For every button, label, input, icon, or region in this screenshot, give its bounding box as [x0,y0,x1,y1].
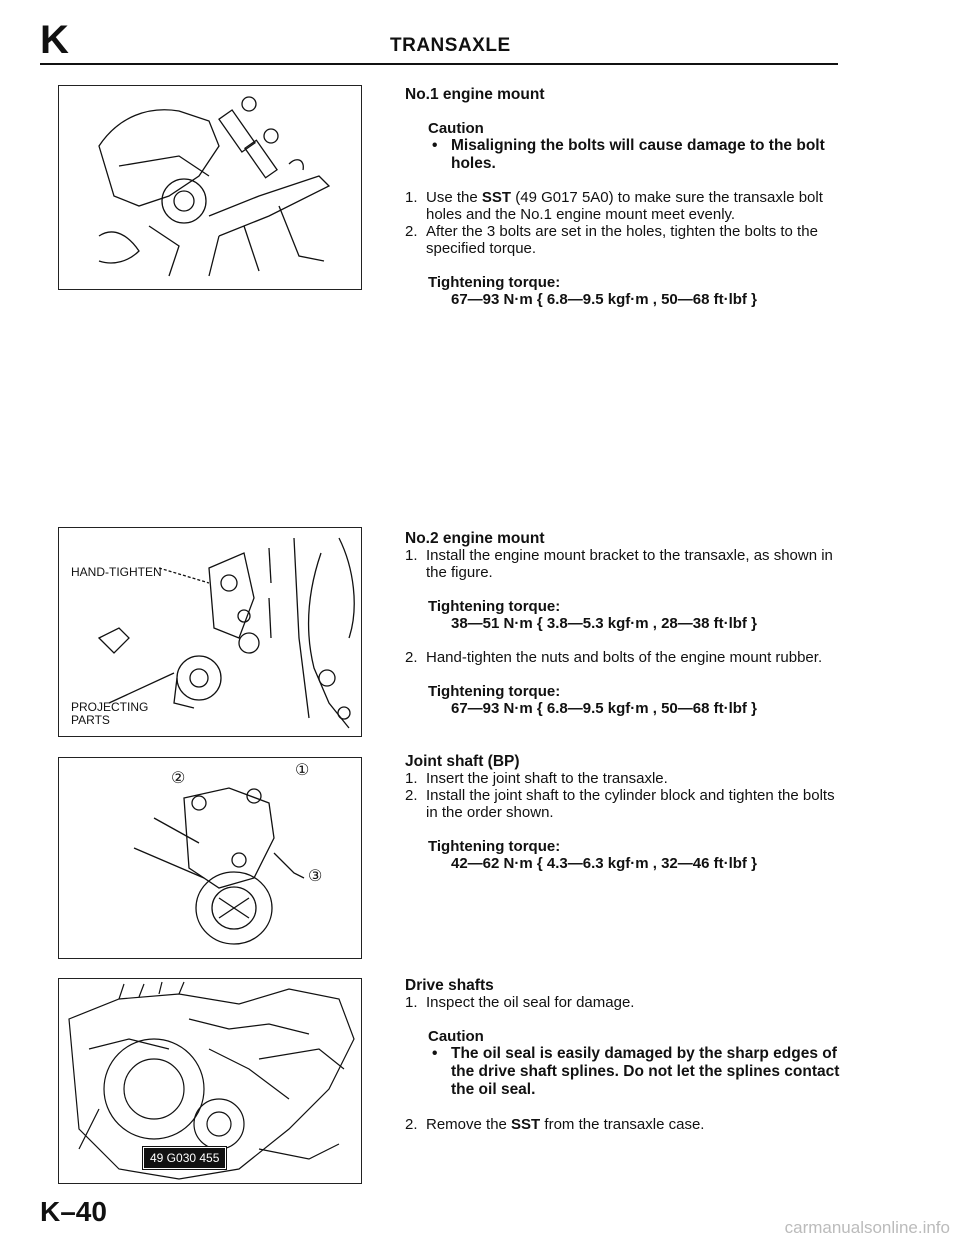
figure-drive-shafts [58,978,362,1184]
step-1: 1. Install the engine mount bracket to the transaxle, as shown in the figure. [405,547,833,581]
figure-no1-engine-mount [58,85,362,290]
figure-no2-engine-mount [58,527,362,737]
step-2: 2. Remove the SST from the transaxle case. [405,1116,705,1133]
section-heading: No.2 engine mount [405,530,545,547]
caution-bullet: • Misaligning the bolts will cause damage to the bolt holes. [432,137,825,172]
section-joint-shaft [405,753,841,872]
caution-title: Caution [428,120,484,137]
section-heading: Drive shafts [405,977,494,994]
step-2: 2. Hand-tighten the nuts and bolts of the engine mount rubber. [405,649,823,666]
step-1: 1. Inspect the oil seal for damage. [405,994,635,1011]
step-2: 2. Install the joint shaft to the cylinder block and tighten the bolts in the order shown. [405,787,835,821]
page-number: K–40 [40,1196,107,1227]
watermark: carmanualsonline.info [784,1218,950,1237]
joint-shaft-illustration [59,758,361,958]
step-1: 1. Use the SST (49 G017 5A0) to make sure the transaxle bolt holes and the No.1 engine mount meet evenly. [405,189,823,223]
torque-spec: Tightening torque: 42—62 N·m { 4.3—6.3 kgf·m , 32—46 ft·lbf } [428,838,757,872]
torque-spec-1: Tightening torque: 38—51 N·m { 3.8—5.3 kgf·m , 28—38 ft·lbf } [428,598,757,632]
section-drive-shafts [405,977,841,1133]
sst-part-number-tag: 49 G030 455 [143,1147,226,1169]
section-heading: Joint shaft (BP) [405,753,520,770]
step-2: 2. After the 3 bolts are set in the holes, tighten the bolts to the specified torque. [405,223,818,257]
projecting-parts-label-line1: PROJECTING [71,700,149,714]
caution-title: Caution [428,1028,484,1045]
torque-spec-2: Tightening torque: 67—93 N·m { 6.8—9.5 kgf·m , 50—68 ft·lbf } [428,683,757,717]
caution-bullet: • The oil seal is easily damaged by the sharp edges of the drive shaft splines. Do not let the splines contact the oil seal. [432,1045,840,1098]
callout-3: ③ [308,868,323,885]
projecting-parts-label-line2: PARTS [71,713,110,727]
hand-tighten-label: HAND-TIGHTEN [71,565,162,579]
step-1: 1. Insert the joint shaft to the transaxle. [405,770,668,787]
callout-1: ① [295,762,310,779]
callout-2: ② [171,770,186,787]
section-no1-engine-mount [405,86,841,308]
torque-spec: Tightening torque: 67—93 N·m { 6.8—9.5 kgf·m , 50—68 ft·lbf } [428,274,757,308]
section-heading: No.1 engine mount [405,86,545,103]
section-no2-engine-mount [405,530,841,717]
engine-mount-illustration-1 [59,86,361,289]
page-title: TRANSAXLE [390,35,511,56]
header-rule [40,63,838,65]
figure-joint-shaft [58,757,362,959]
section-letter: K [40,18,69,62]
